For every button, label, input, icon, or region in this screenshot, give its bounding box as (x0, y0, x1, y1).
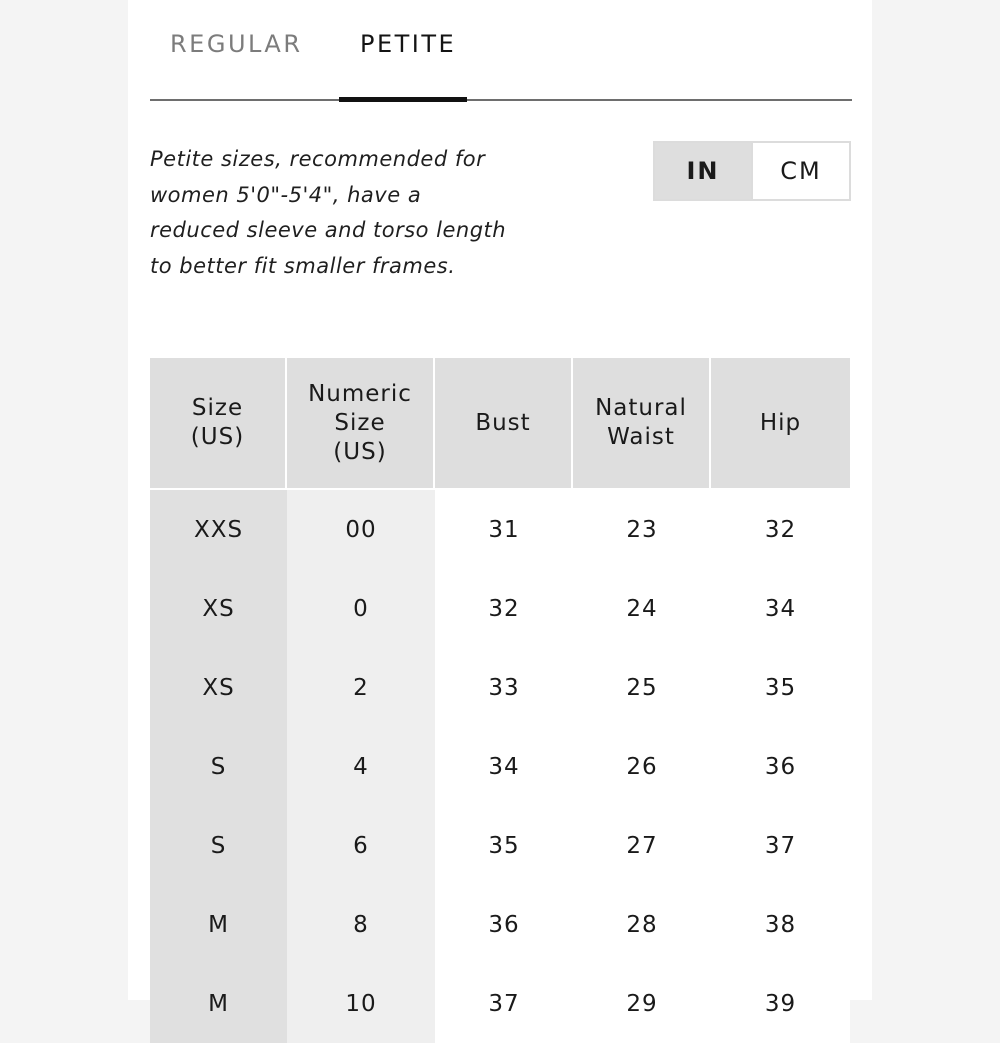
unit-cm-button[interactable]: CM (751, 143, 849, 199)
unit-toggle (653, 141, 851, 201)
cell-hip: 36 (711, 727, 850, 806)
cell-size: XXS (150, 490, 287, 569)
table-row (150, 885, 850, 964)
cell-bust: 31 (435, 490, 573, 569)
cell-bust: 33 (435, 648, 573, 727)
cell-hip: 34 (711, 569, 850, 648)
cell-numeric-size: 00 (287, 490, 435, 569)
cell-hip: 37 (711, 806, 850, 885)
cell-hip: 32 (711, 490, 850, 569)
cell-bust: 32 (435, 569, 573, 648)
table-row (150, 727, 850, 806)
table-row (150, 569, 850, 648)
cell-size: S (150, 806, 287, 885)
cell-numeric-size: 4 (287, 727, 435, 806)
cell-natural-waist: 27 (573, 806, 711, 885)
cell-natural-waist: 25 (573, 648, 711, 727)
table-row (150, 964, 850, 1043)
header-hip: Hip (711, 358, 850, 490)
cell-numeric-size: 6 (287, 806, 435, 885)
header-numeric-size-us: Numeric Size (US) (287, 358, 435, 490)
cell-bust: 37 (435, 964, 573, 1043)
cell-bust: 36 (435, 885, 573, 964)
table-row (150, 806, 850, 885)
cell-numeric-size: 0 (287, 569, 435, 648)
table-header-row (150, 358, 850, 490)
cell-natural-waist: 23 (573, 490, 711, 569)
cell-size: XS (150, 569, 287, 648)
table-row (150, 648, 850, 727)
table-row (150, 490, 850, 569)
cell-numeric-size: 8 (287, 885, 435, 964)
size-tabs (150, 0, 852, 101)
cell-size: M (150, 885, 287, 964)
tab-regular[interactable]: REGULAR (170, 30, 303, 58)
cell-numeric-size: 2 (287, 648, 435, 727)
cell-hip: 35 (711, 648, 850, 727)
cell-size: S (150, 727, 287, 806)
cell-natural-waist: 24 (573, 569, 711, 648)
tab-petite[interactable]: PETITE (360, 30, 457, 58)
cell-bust: 35 (435, 806, 573, 885)
cell-size: XS (150, 648, 287, 727)
size-chart-panel (128, 0, 872, 1017)
size-table (150, 358, 850, 1043)
cell-natural-waist: 28 (573, 885, 711, 964)
cell-bust: 34 (435, 727, 573, 806)
unit-in-button[interactable]: IN (655, 143, 751, 199)
cell-natural-waist: 26 (573, 727, 711, 806)
cell-hip: 39 (711, 964, 850, 1043)
header-size-us: Size (US) (150, 358, 287, 490)
active-tab-indicator (339, 97, 467, 102)
cell-natural-waist: 29 (573, 964, 711, 1043)
cell-numeric-size: 10 (287, 964, 435, 1043)
header-natural-waist: Natural Waist (573, 358, 711, 490)
cell-hip: 38 (711, 885, 850, 964)
size-table-container (150, 358, 850, 1043)
cell-size: M (150, 964, 287, 1043)
petite-description: Petite sizes, recommended for women 5'0"-5'4", have a reduced sleeve and torso length to better fit smaller frames. (150, 147, 507, 278)
header-bust: Bust (435, 358, 573, 490)
